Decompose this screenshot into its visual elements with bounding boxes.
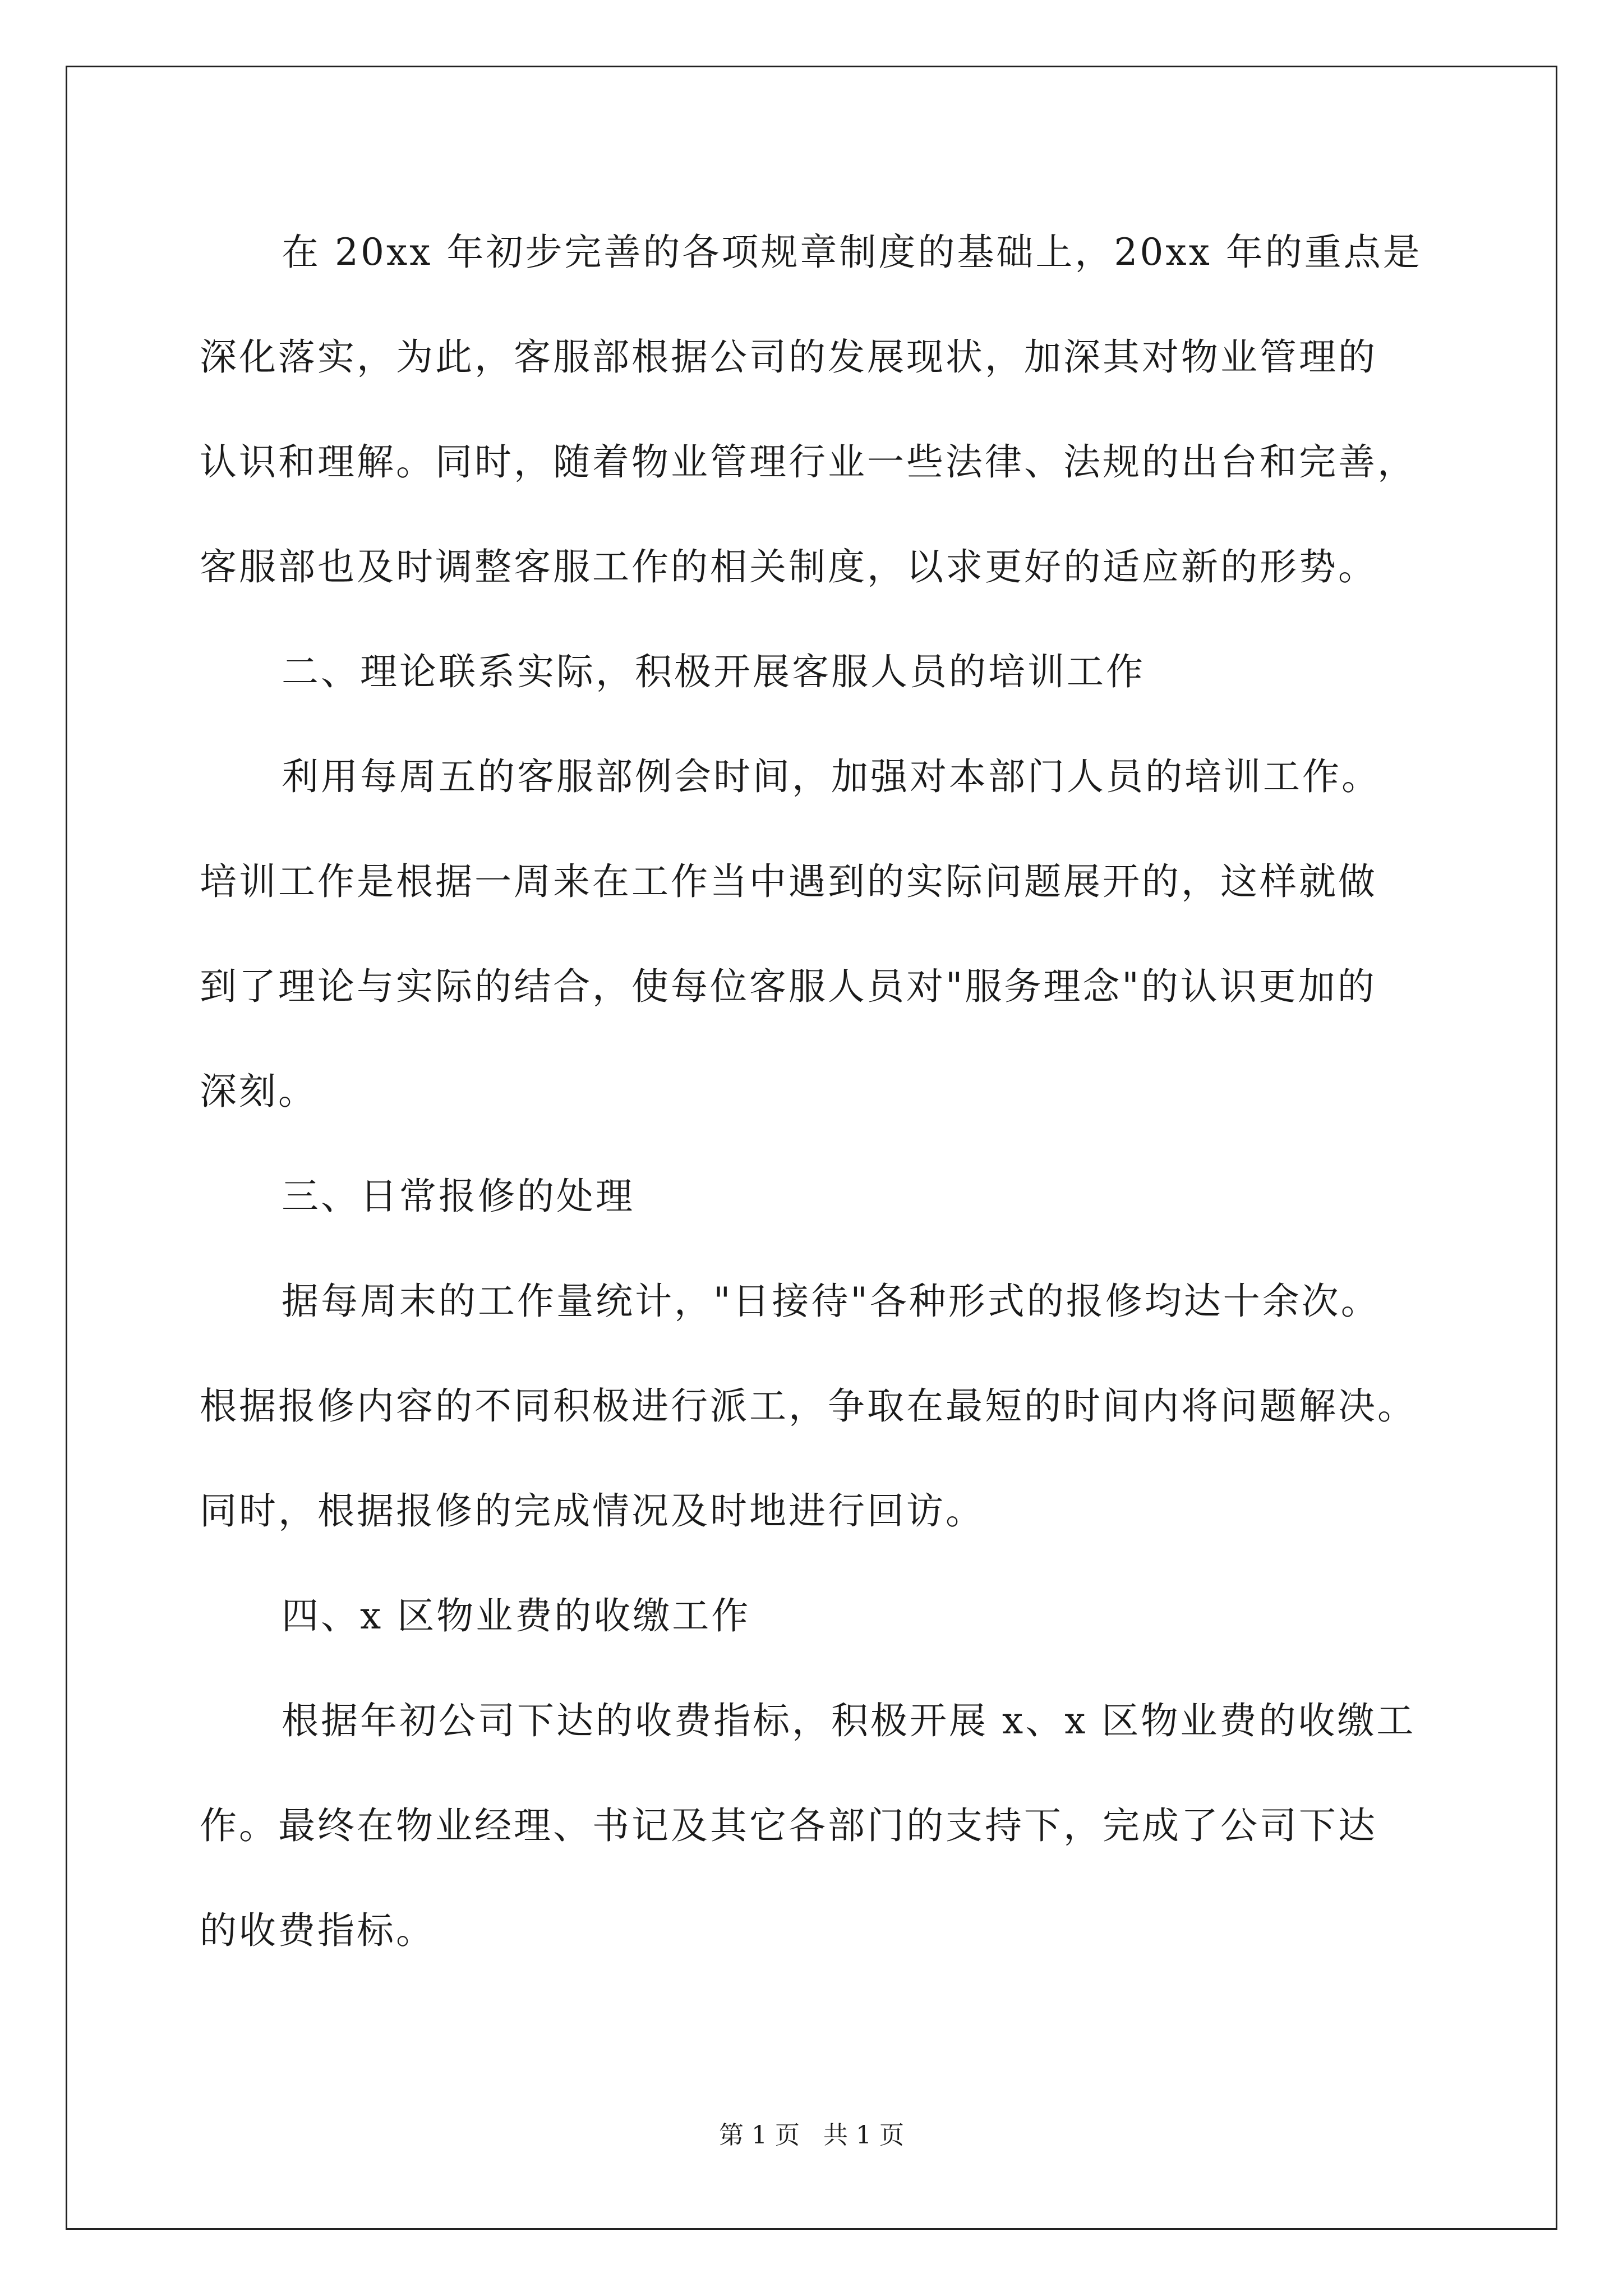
- paragraph-line: 到了理论与实际的结合，使每位客服人员对"服务理念"的认识更加的: [200, 965, 1377, 1008]
- section-heading: 二、理论联系实际，积极开展客服人员的培训工作: [282, 650, 1145, 693]
- paragraph-line: 作。最终在物业经理、书记及其它各部门的支持下，完成了公司下达: [200, 1804, 1377, 1847]
- page-number-footer: 第 1 页 共 1 页: [719, 2121, 904, 2150]
- paragraph-line: 根据报修内容的不同积极进行派工，争取在最短的时间内将问题解决。: [200, 1384, 1417, 1428]
- paragraph-line: 同时，根据报修的完成情况及时地进行回访。: [200, 1489, 985, 1533]
- paragraph-line: 据每周末的工作量统计，"日接待"各种形式的报修均达十余次。: [282, 1280, 1380, 1323]
- paragraph-line: 根据年初公司下达的收费指标，积极开展 x、x 区物业费的收缴工: [282, 1699, 1416, 1742]
- paragraph-line: 认识和理解。同时，随着物业管理行业一些法律、法规的出台和完善，: [200, 440, 1417, 484]
- section-heading: 三、日常报修的处理: [282, 1175, 635, 1218]
- paragraph-line: 深刻。: [200, 1070, 317, 1113]
- paragraph-line: 深化落实，为此，客服部根据公司的发展现状，加深其对物业管理的: [200, 335, 1377, 379]
- page-frame: [66, 66, 1557, 2230]
- paragraph-line: 的收费指标。: [200, 1909, 435, 1952]
- paragraph-line: 在 20xx 年初步完善的各项规章制度的基础上，20xx 年的重点是: [282, 231, 1422, 274]
- paragraph-line: 利用每周五的客服部例会时间，加强对本部门人员的培训工作。: [282, 755, 1381, 798]
- paragraph-line: 培训工作是根据一周来在工作当中遇到的实际问题展开的，这样就做: [200, 860, 1377, 903]
- section-heading: 四、x 区物业费的收缴工作: [282, 1594, 751, 1637]
- paragraph-line: 客服部也及时调整客服工作的相关制度，以求更好的适应新的形势。: [200, 545, 1377, 588]
